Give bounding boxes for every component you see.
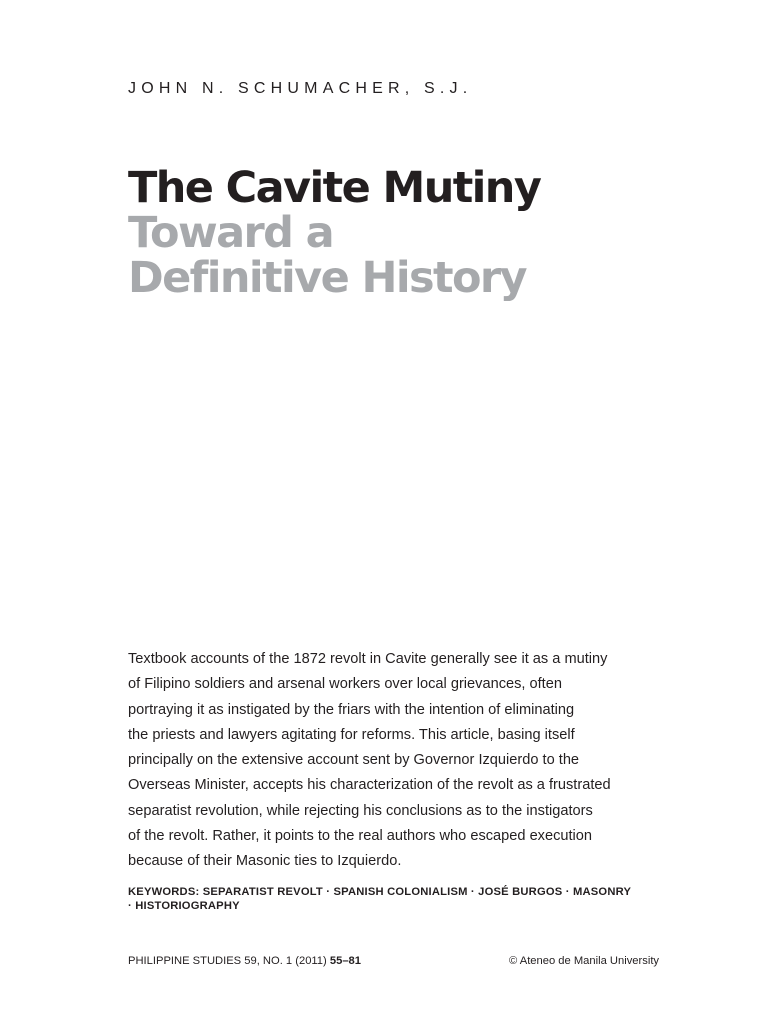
abstract xyxy=(128,647,676,875)
citation-text: PHILIPPINE STUDIES 59, NO. 1 (2011) xyxy=(128,955,330,967)
abstract-line: portraying it as instigated by the friars with the intention of eliminating xyxy=(128,701,575,718)
subtitle-line-2: Definitive History xyxy=(128,253,526,303)
abstract-line: separatist revolution, while rejecting his conclusions as to the instigators xyxy=(128,802,593,819)
subtitle-line-1: Toward a xyxy=(128,208,334,258)
page-range: 55–81 xyxy=(329,955,361,967)
abstract-line: the priests and lawyers agitating for reforms. This article, basing itself xyxy=(128,726,575,743)
abstract-line: of the revolt. Rather, it points to the real authors who escaped execution xyxy=(128,828,593,845)
article-title xyxy=(128,163,541,303)
keywords-line-2: · HISTORIOGRAPHY xyxy=(128,900,240,912)
author-name: JOHN N. SCHUMACHER, S.J. xyxy=(128,80,473,97)
abstract-line: because of their Masonic ties to Izquierdo. xyxy=(128,853,402,870)
abstract-line: Textbook accounts of the 1872 revolt in Cavite generally see it as a mutiny xyxy=(128,651,608,667)
abstract-line: principally on the extensive account sent by Governor Izquierdo to the xyxy=(128,752,580,769)
title-main: The Cavite Mutiny xyxy=(128,163,541,213)
abstract-line: of Filipino soldiers and arsenal workers over local grievances, often xyxy=(128,676,562,693)
keywords-line-1: KEYWORDS: SEPARATIST REVOLT · SPANISH COLONIALISM · JOSÉ BURGOS · MASONRY xyxy=(128,886,632,898)
journal-citation xyxy=(128,955,361,967)
abstract-line: Overseas Minister, accepts his characterization of the revolt as a frustrated xyxy=(128,777,611,794)
keywords xyxy=(128,885,688,913)
copyright-notice: © Ateneo de Manila University xyxy=(509,955,660,967)
